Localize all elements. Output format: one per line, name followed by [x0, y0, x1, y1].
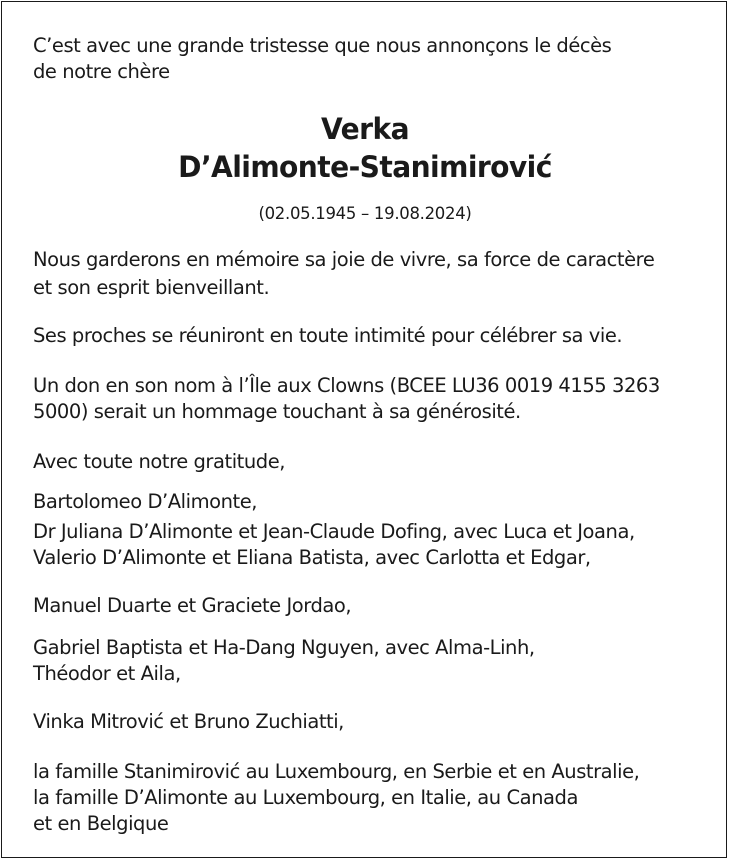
family-line: Valerio D’Alimonte et Eliana Batista, avec Carlotta et Edgar,: [33, 546, 591, 569]
donation-paragraph: 5000) serait un hommage touchant à sa générosité.: [33, 400, 521, 423]
family-line: la famille D’Alimonte au Luxembourg, en Italie, au Canada: [33, 786, 578, 809]
family-line: Dr Juliana D’Alimonte et Jean-Claude Dofing, avec Luca et Joana,: [33, 520, 635, 543]
gathering-paragraph: Ses proches se réuniront en toute intimité pour célébrer sa vie.: [33, 324, 623, 347]
memory-paragraph: Nous garderons en mémoire sa joie de vivre, sa force de caractère: [33, 248, 655, 271]
family-line: Manuel Duarte et Graciete Jordao,: [33, 594, 352, 617]
family-line: Théodor et Aila,: [33, 662, 181, 685]
donation-paragraph: Un don en son nom à l’Île aux Clowns (BCEE LU36 0019 4155 3263: [33, 374, 660, 397]
family-line: la famille Stanimirović au Luxembourg, en Serbie et en Australie,: [33, 760, 640, 783]
deceased-surname: D’Alimonte-Stanimirović: [178, 150, 552, 184]
family-line: Gabriel Baptista et Ha-Dang Nguyen, avec Alma-Linh,: [33, 636, 535, 659]
family-line: et en Belgique: [33, 812, 169, 835]
family-line: Vinka Mitrović et Bruno Zuchiatti,: [33, 710, 344, 733]
deceased-first-name: Verka: [321, 112, 409, 146]
memory-paragraph: et son esprit bienveillant.: [33, 276, 270, 299]
life-dates: (02.05.1945 – 19.08.2024): [258, 204, 472, 224]
intro-line: C’est avec une grande tristesse que nous annonçons le décès: [33, 34, 612, 57]
death-notice: [1, 1, 727, 858]
signoff: Avec toute notre gratitude,: [33, 450, 285, 473]
intro-line: de notre chère: [33, 60, 170, 83]
family-line: Bartolomeo D’Alimonte,: [33, 490, 258, 513]
